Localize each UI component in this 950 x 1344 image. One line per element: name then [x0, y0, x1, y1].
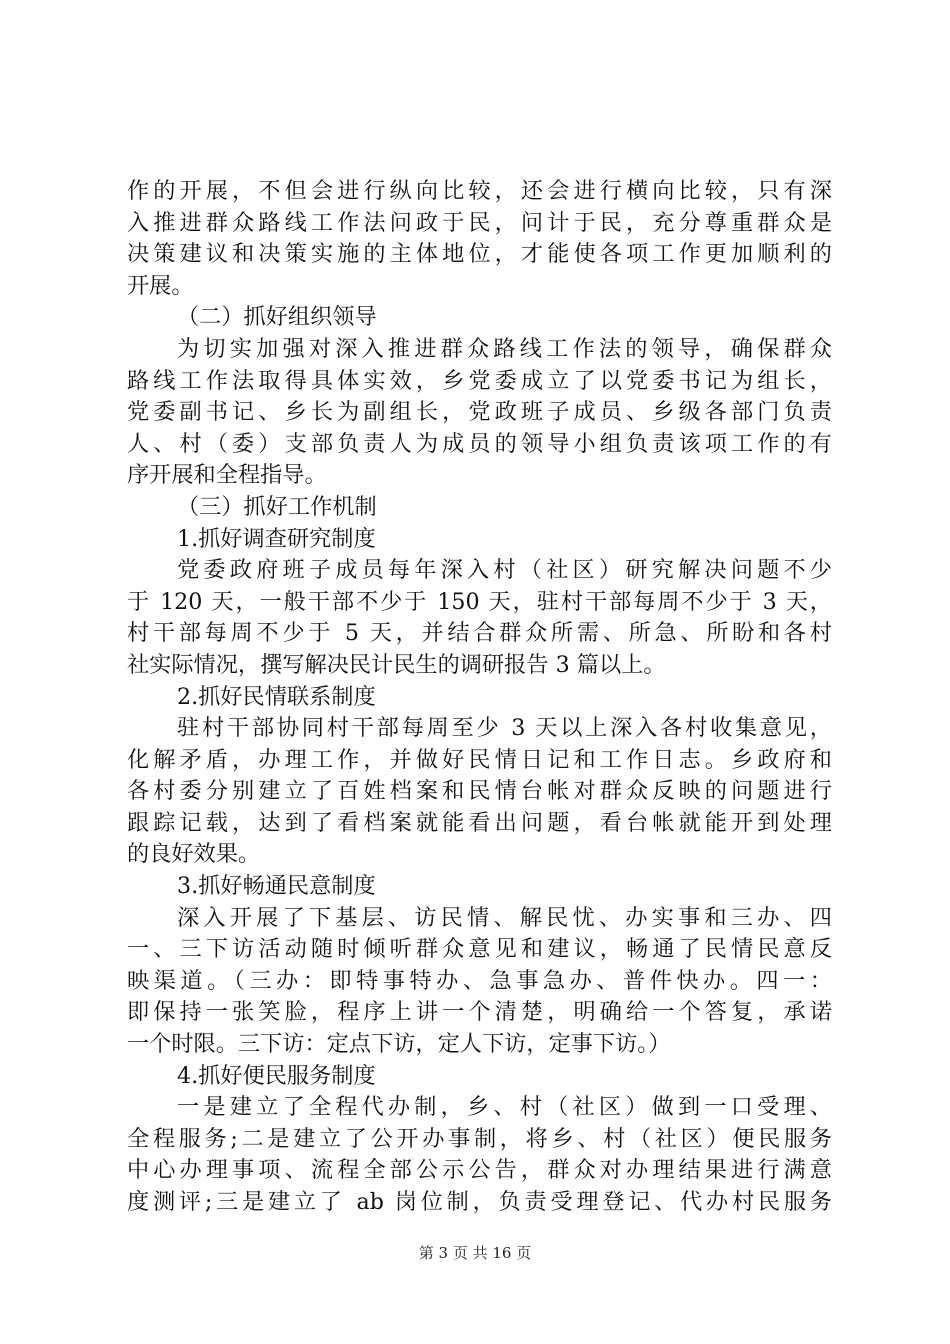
subsection-heading: 4.抓好便民服务制度	[177, 1062, 376, 1089]
text-line: 一个时限。三下访：定点下访，定人下访，定事下访。）	[127, 1031, 671, 1058]
text-line: 决策建议和决策实施的主体地位，才能使各项工作更加顺利的	[127, 241, 832, 268]
text-line: 人、村（委）支部负责人为成员的领导小组负责该项工作的有	[127, 430, 832, 457]
text-line: 全程服务;二是建立了公开办事制，将乡、村（社区）便民服务	[127, 1125, 832, 1152]
text-line: 驻村干部协同村干部每周至少 3 天以上深入各村收集意见，	[177, 715, 832, 742]
section-heading: （三）抓好工作机制	[177, 493, 377, 520]
subsection-heading: 3.抓好畅通民意制度	[177, 873, 376, 900]
text-line: 作的开展，不但会进行纵向比较，还会进行横向比较，只有深	[127, 178, 832, 204]
document-body	[127, 176, 832, 1219]
text-line: 一是建立了全程代办制，乡、村（社区）做到一口受理、	[177, 1094, 832, 1121]
text-line: 深入开展了下基层、访民情、解民忧、办实事和三办、四	[177, 904, 832, 931]
text-line: 村干部每周不少于 5 天，并结合群众所需、所急、所盼和各村	[127, 620, 832, 647]
text-line: 党委副书记、乡长为副组长，党政班子成员、乡级各部门负责	[127, 399, 832, 426]
text-line: 的良好效果。	[127, 841, 261, 868]
text-line: 化解矛盾，办理工作，并做好民情日记和工作日志。乡政府和	[127, 746, 832, 773]
text-line: 入推进群众路线工作法问政于民，问计于民，充分尊重群众是	[127, 209, 832, 236]
text-line: 跟踪记载，达到了看档案就能看出问题，看台帐就能开到处理	[127, 809, 832, 836]
text-line: 一、三下访活动随时倾听群众意见和建议，畅通了民情民意反	[127, 936, 832, 963]
subsection-heading: 1.抓好调查研究制度	[177, 525, 376, 552]
page-number-footer: 第 3 页 共 16 页	[418, 1244, 532, 1262]
text-line: 开展。	[127, 272, 194, 299]
text-line: 于 120 天，一般干部不少于 150 天，驻村干部每周不少于 3 天，	[127, 588, 832, 615]
text-line: 路线工作法取得具体实效，乡党委成立了以党委书记为组长，	[127, 367, 832, 394]
text-line: 度测评;三是建立了 ab 岗位制，负责受理登记、代办村民服务	[127, 1189, 832, 1215]
text-line: 中心办理事项、流程全部公示公告，群众对办理结果进行满意	[127, 1157, 832, 1184]
text-line: 序开展和全程指导。	[127, 462, 327, 489]
text-line: 党委政府班子成员每年深入村（社区）研究解决问题不少	[177, 557, 832, 584]
text-line: 为切实加强对深入推进群众路线工作法的领导，确保群众	[177, 335, 832, 362]
section-heading: （二）抓好组织领导	[177, 304, 377, 331]
text-line: 各村委分别建立了百姓档案和民情台帐对群众反映的问题进行	[127, 778, 832, 805]
text-line: 社实际情况，撰写解决民计民生的调研报告 3 篇以上。	[127, 651, 666, 678]
text-line: 即保持一张笑脸，程序上讲一个清楚，明确给一个答复，承诺	[127, 999, 832, 1026]
subsection-heading: 2.抓好民情联系制度	[177, 683, 376, 710]
text-line: 映渠道。（三办：即特事特办、急事急办、普件快办。四一：	[127, 967, 832, 994]
